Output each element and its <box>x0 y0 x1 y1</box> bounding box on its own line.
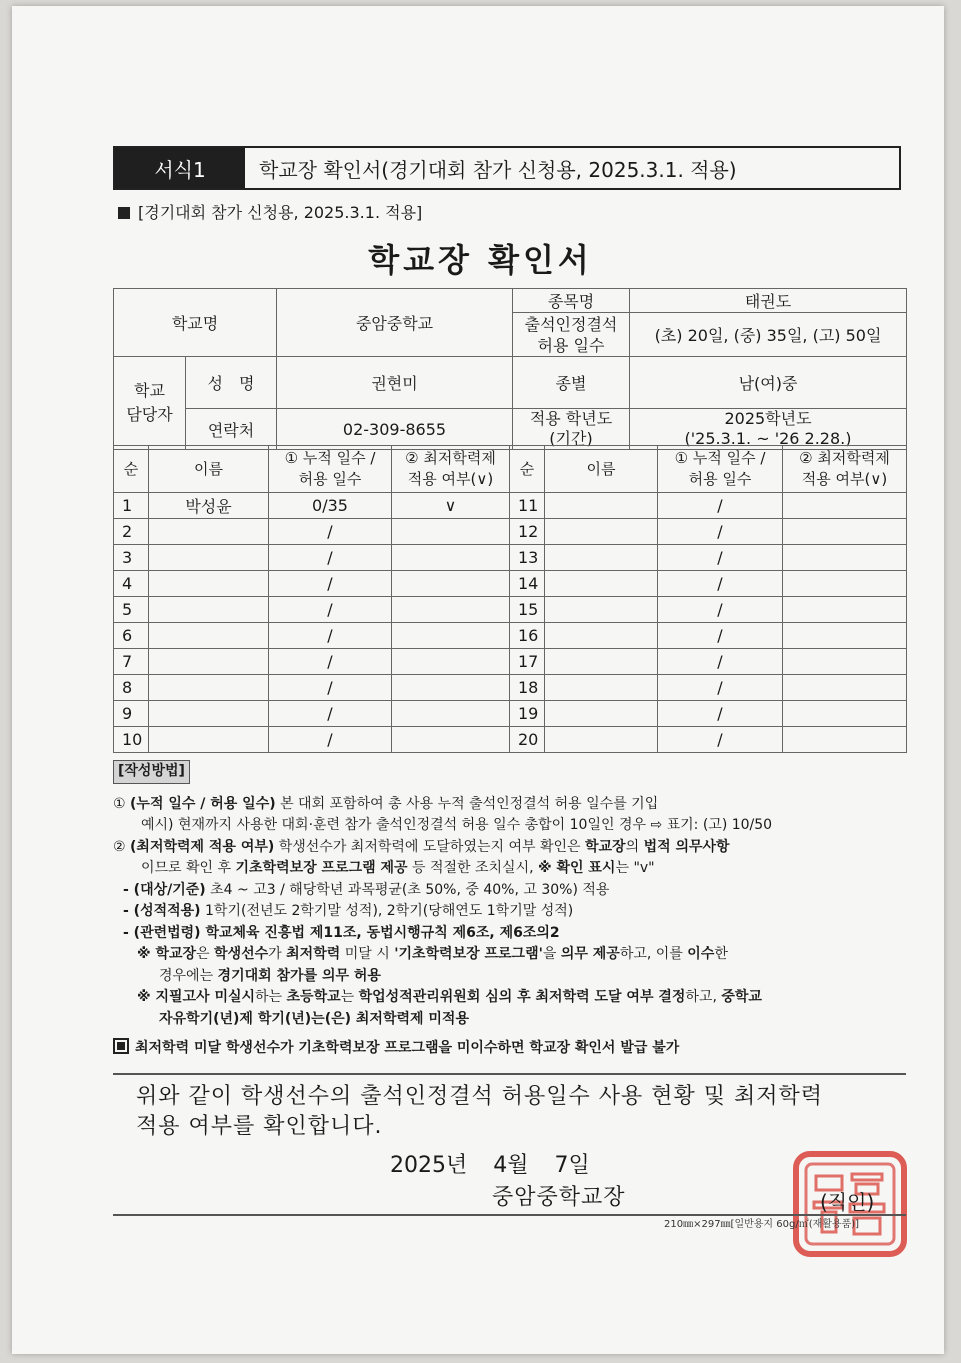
year-label-line2: (기간) <box>549 429 593 448</box>
form-header-title: 학교장 확인서(경기대회 참가 신청용, 2025.3.1. 적용) <box>259 157 737 182</box>
note-exam-f: 하고, <box>685 989 722 1005</box>
table-row <box>114 571 907 597</box>
instruction-2-line2-c: 는 "v" <box>615 860 655 876</box>
issuance-note-c: 하면 <box>497 1040 530 1056</box>
year-label-line1: 적용 학년도 <box>529 409 613 428</box>
manager-label-line1: 학교 <box>134 381 165 400</box>
cell-min <box>392 519 510 545</box>
col-min-right-line1: ② 최저학력제 <box>799 449 890 467</box>
cell-no: 18 <box>510 675 545 701</box>
cell-days: / <box>658 727 783 753</box>
instruction-1 <box>113 794 913 816</box>
table-row <box>114 519 907 545</box>
cell-days: / <box>269 701 392 727</box>
cell-no: 19 <box>510 701 545 727</box>
gender-label: 종별 <box>513 357 630 409</box>
cell-no: 5 <box>114 597 149 623</box>
cell-min <box>783 571 907 597</box>
confirmation-statement <box>136 1082 896 1142</box>
sport-label: 종목명 <box>513 289 630 313</box>
col-no-left: 순 <box>114 446 149 493</box>
col-min-right-line2: 적용 여부(∨) <box>801 470 888 488</box>
principal-title: 중암중학교장 <box>492 1185 626 1210</box>
cell-name <box>149 519 269 545</box>
cell-no: 11 <box>510 493 545 519</box>
instructions-section <box>113 760 913 1060</box>
absence-label <box>513 313 630 357</box>
cell-name <box>149 675 269 701</box>
table-row <box>114 701 907 727</box>
absence-label-line2: 허용 일수 <box>537 335 605 355</box>
cell-min <box>392 727 510 753</box>
contact-value: 02-309-8655 <box>277 409 513 450</box>
cell-min <box>783 701 907 727</box>
cell-min <box>783 675 907 701</box>
cell-min <box>783 727 907 753</box>
cell-days: / <box>658 597 783 623</box>
cell-no: 15 <box>510 597 545 623</box>
table-row <box>114 727 907 753</box>
table-row <box>114 597 907 623</box>
detail-target-text: 초4 ~ 고3 / 해당학년 과목평균(초 50%, 중 40%, 고 30%) 적용 <box>205 881 610 898</box>
note-principal-f: 미달 시 <box>340 946 395 962</box>
instruction-2-line2-a: 이므로 확인 후 <box>141 860 236 876</box>
table-row <box>114 675 907 701</box>
cell-days: / <box>658 649 783 675</box>
cell-name <box>545 649 658 675</box>
cell-min <box>392 571 510 597</box>
note-exam-g: 중학교 <box>721 989 762 1005</box>
table-row <box>114 623 907 649</box>
cell-no: 14 <box>510 571 545 597</box>
col-name-left: 이름 <box>149 446 269 493</box>
student-list-body <box>114 446 907 753</box>
cell-name <box>545 493 658 519</box>
detail-law: - (관련법령) 학교체육 진흥법 제11조, 동법시행규칙 제6조, 제6조의2 <box>123 924 560 941</box>
cell-days: / <box>658 701 783 727</box>
date-day: 7일 <box>554 1153 590 1178</box>
cell-no: 6 <box>114 623 149 649</box>
note-principal <box>113 944 913 966</box>
col-min-right <box>783 446 907 493</box>
checkbox-square-icon <box>113 1038 129 1054</box>
cell-no: 7 <box>114 649 149 675</box>
year-value-line2: ('25.3.1. ~ '26 2.28.) <box>684 429 852 448</box>
cell-min <box>392 597 510 623</box>
instruction-1-text: 본 대회 포함하여 총 사용 누적 출석인정결석 허용 일수를 기입 <box>275 795 659 812</box>
cell-name <box>545 545 658 571</box>
note-principal-d: 가 <box>268 946 287 962</box>
note-exam-line2: 자유학기(년)제 학기(년)는(은) 최저학력제 미적용 <box>159 1010 469 1027</box>
cell-no: 16 <box>510 623 545 649</box>
cell-min <box>392 701 510 727</box>
cell-name <box>545 519 658 545</box>
school-value: 중암중학교 <box>277 289 513 357</box>
note-principal-i: 의무 제공 <box>560 946 620 962</box>
cell-days: / <box>658 493 783 519</box>
cell-no: 2 <box>114 519 149 545</box>
cell-days: / <box>269 623 392 649</box>
instruction-2-line2-bold2: ※ 확인 표시 <box>538 860 616 876</box>
note-exam-a: ※ 지필고사 미실시 <box>137 989 256 1005</box>
name-value: 권현미 <box>277 357 513 409</box>
info-table <box>113 288 907 450</box>
date-year: 2025년 <box>390 1153 468 1178</box>
year-label <box>513 409 630 450</box>
statement-line2: 적용 여부를 확인합니다. <box>136 1114 383 1139</box>
list-header-row <box>114 446 907 493</box>
cell-days: / <box>658 571 783 597</box>
name-label: 성 명 <box>186 357 277 409</box>
statement-line1: 위와 같이 학생선수의 출석인정결석 허용일수 사용 현황 및 최저학력 <box>136 1084 824 1109</box>
note-principal-b: 은 <box>196 946 215 962</box>
cell-min <box>783 649 907 675</box>
instruction-2-text-a: 학생선수가 최저학력에 도달하였는지 여부 확인은 <box>274 838 585 855</box>
detail-grades <box>113 901 913 923</box>
cell-min <box>783 597 907 623</box>
note-exam-c: 초등학교 <box>286 989 341 1005</box>
cell-no: 20 <box>510 727 545 753</box>
note-principal-h: 을 <box>542 946 561 962</box>
col-no-right: 순 <box>510 446 545 493</box>
cell-min <box>783 519 907 545</box>
seal-label: (직인) <box>820 1190 875 1214</box>
cell-days: / <box>269 727 392 753</box>
circled-two: ② <box>113 838 126 855</box>
cell-days: / <box>269 597 392 623</box>
cell-no: 17 <box>510 649 545 675</box>
cell-min <box>783 545 907 571</box>
year-value-line1: 2025학년도 <box>724 409 812 428</box>
cell-days: / <box>658 519 783 545</box>
contact-label: 연락처 <box>186 409 277 450</box>
manager-label <box>114 357 186 450</box>
sport-value: 태권도 <box>630 289 907 313</box>
cell-days: / <box>658 545 783 571</box>
manager-label-line2: 담당자 <box>126 405 173 424</box>
form-header <box>113 146 901 190</box>
cell-name <box>149 545 269 571</box>
cell-days: / <box>658 675 783 701</box>
student-list-table <box>113 445 907 753</box>
instruction-2-bold-b: 학교장 <box>585 838 626 855</box>
cell-name <box>149 701 269 727</box>
divider-top <box>113 1073 906 1075</box>
cell-days: / <box>658 623 783 649</box>
subheading <box>118 200 422 223</box>
cell-name <box>545 597 658 623</box>
note-principal-k: 이수 <box>687 946 715 962</box>
note-exam-b: 하는 <box>255 989 287 1005</box>
issuance-note-d: 학교장 확인서 발급 불가 <box>529 1040 680 1056</box>
note-exam-e: 학업성적관리위원회 심의 후 최저학력 도달 여부 결정 <box>358 989 686 1005</box>
instruction-2-line2-b: 등 적절한 조치실시, <box>407 860 538 876</box>
instruction-1-example: 예시) 현재까지 사용한 대회·훈련 참가 출석인정결석 허용 일수 총합이 10일인 경우 ⇨ 표기: (고) 10/50 <box>141 817 773 833</box>
detail-target <box>113 880 913 902</box>
col-name-right: 이름 <box>545 446 658 493</box>
note-principal-line2-a: 경우에는 <box>159 967 218 984</box>
detail-grades-heading: - (성적적용) <box>123 903 201 919</box>
detail-target-heading: - (대상/기준) <box>123 881 206 898</box>
cell-no: 13 <box>510 545 545 571</box>
detail-grades-text: 1학기(전년도 2학기말 성적), 2학기(당해연도 1학기말 성적) <box>200 903 574 919</box>
subheading-text: [경기대회 참가 신청용, 2025.3.1. 적용] <box>138 203 423 222</box>
cell-days: / <box>269 675 392 701</box>
cell-min <box>783 493 907 519</box>
cell-name <box>149 649 269 675</box>
instruction-2-line2-bold: 기초학력보장 프로그램 제공 <box>235 860 408 876</box>
cell-days: / <box>269 519 392 545</box>
col-days-right <box>658 446 783 493</box>
col-days-left <box>269 446 392 493</box>
instruction-1-heading: (누적 일수 / 허용 일수) <box>130 795 276 812</box>
cell-name: 박성윤 <box>149 493 269 519</box>
instruction-2-line2 <box>113 858 913 880</box>
cell-no: 12 <box>510 519 545 545</box>
col-days-left-line1: ① 누적 일수 / <box>284 449 376 467</box>
cell-name <box>149 623 269 649</box>
note-principal-e: 최저학력 <box>286 946 341 962</box>
issuance-note-b: 미이수 <box>456 1040 498 1056</box>
col-min-left-line2: 적용 여부(∨) <box>407 470 494 488</box>
col-days-right-line2: 허용 일수 <box>688 470 752 488</box>
cell-name <box>149 571 269 597</box>
cell-no: 9 <box>114 701 149 727</box>
cell-name <box>149 597 269 623</box>
note-principal-line2 <box>113 966 913 988</box>
table-row <box>114 545 907 571</box>
document-title: 학교장 확인서 <box>368 241 593 279</box>
school-label: 학교명 <box>114 289 277 357</box>
square-bullet-icon <box>118 207 130 219</box>
cell-min <box>392 545 510 571</box>
cell-name <box>545 571 658 597</box>
note-principal-line2-b: 경기대회 참가를 의무 허용 <box>217 967 381 984</box>
note-principal-a: ※ 학교장 <box>137 946 197 962</box>
instruction-2-bold-d: 법적 의무사항 <box>643 838 730 855</box>
instruction-2 <box>113 837 913 859</box>
note-exam <box>113 987 913 1009</box>
cell-days: / <box>269 571 392 597</box>
col-min-left <box>392 446 510 493</box>
cell-days: / <box>269 545 392 571</box>
cell-min: ∨ <box>392 493 510 519</box>
date-month: 4월 <box>493 1153 529 1178</box>
paper-spec: 210㎜×297㎜[일반용지 60g/㎡(재활용품)] <box>664 1219 860 1230</box>
cell-no: 1 <box>114 493 149 519</box>
cell-days: 0/35 <box>269 493 392 519</box>
cell-name <box>545 675 658 701</box>
note-principal-g: '기초학력보장 프로그램' <box>394 946 543 962</box>
cell-days: / <box>269 649 392 675</box>
absence-value: (초) 20일, (중) 35일, (고) 50일 <box>630 313 907 357</box>
cell-name <box>545 623 658 649</box>
cell-name <box>545 727 658 753</box>
cell-no: 4 <box>114 571 149 597</box>
instruction-2-text-c: 의 <box>625 838 644 855</box>
cell-no: 8 <box>114 675 149 701</box>
col-days-left-line2: 허용 일수 <box>298 470 362 488</box>
cell-min <box>783 623 907 649</box>
gender-value: 남(여)중 <box>630 357 907 409</box>
cell-name <box>149 727 269 753</box>
cell-min <box>392 675 510 701</box>
table-row <box>114 493 907 519</box>
table-row <box>114 649 907 675</box>
issuance-note-a: 최저학력 미달 학생선수가 기초학력보장 프로그램을 <box>135 1040 457 1056</box>
cell-name <box>545 701 658 727</box>
circled-one: ① <box>113 795 126 812</box>
issuance-note <box>113 1038 913 1060</box>
year-value <box>630 409 907 450</box>
cell-min <box>392 649 510 675</box>
instructions-label: [작성방법] <box>113 760 190 784</box>
cell-no: 3 <box>114 545 149 571</box>
note-principal-j: 하고, 이를 <box>619 946 688 962</box>
cell-no: 10 <box>114 727 149 753</box>
col-days-right-line1: ① 누적 일수 / <box>674 449 766 467</box>
instruction-2-heading: (최저학력제 적용 여부) <box>130 838 275 855</box>
note-exam-d: 는 <box>340 989 359 1005</box>
issue-date <box>390 1148 616 1179</box>
note-principal-l: 한 <box>714 946 728 962</box>
cell-min <box>392 623 510 649</box>
form-number-tag: 서식1 <box>115 148 245 188</box>
col-min-left-line1: ② 최저학력제 <box>405 449 496 467</box>
note-principal-c: 학생선수 <box>214 946 269 962</box>
absence-label-line1: 출석인정결석 <box>524 314 618 334</box>
